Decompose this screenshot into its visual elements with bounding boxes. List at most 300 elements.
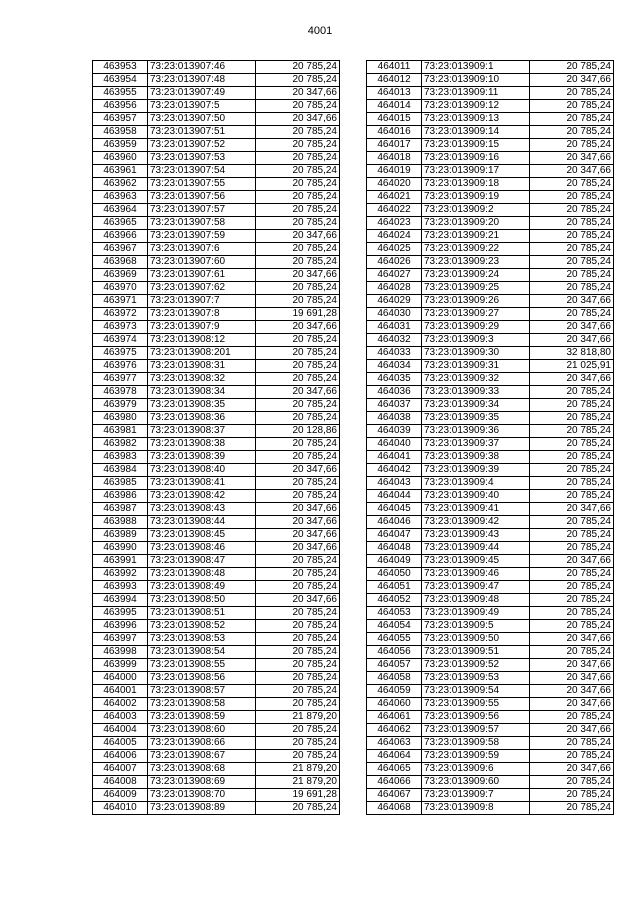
row-number-cell: 463955 — [93, 87, 148, 100]
row-number-cell: 464024 — [367, 230, 422, 243]
table-row — [93, 347, 340, 360]
table-row — [367, 503, 614, 516]
cadastral-number-cell: 73:23:013908:32 — [148, 373, 256, 386]
row-number-cell: 464010 — [93, 802, 148, 815]
cadastral-number-cell: 73:23:013909:49 — [422, 607, 530, 620]
value-cell: 20 785,24 — [530, 802, 614, 815]
value-cell: 20 785,24 — [256, 633, 340, 646]
table-row — [93, 555, 340, 568]
row-number-cell: 463957 — [93, 113, 148, 126]
cadastral-number-cell: 73:23:013908:41 — [148, 477, 256, 490]
row-number-cell: 463954 — [93, 74, 148, 87]
value-cell: 21 879,20 — [256, 763, 340, 776]
cadastral-number-cell: 73:23:013908:43 — [148, 503, 256, 516]
cadastral-number-cell: 73:23:013908:57 — [148, 685, 256, 698]
value-cell: 20 785,24 — [256, 490, 340, 503]
table-row — [367, 386, 614, 399]
ledger-table-right — [366, 60, 614, 815]
row-number-cell: 463998 — [93, 646, 148, 659]
cadastral-number-cell: 73:23:013908:44 — [148, 516, 256, 529]
value-cell: 20 785,24 — [530, 204, 614, 217]
table-row — [93, 698, 340, 711]
table-row — [93, 204, 340, 217]
table-row — [367, 87, 614, 100]
value-cell: 20 785,24 — [256, 724, 340, 737]
row-number-cell: 463977 — [93, 373, 148, 386]
value-cell: 21 025,91 — [530, 360, 614, 373]
table-row — [367, 321, 614, 334]
cadastral-number-cell: 73:23:013909:40 — [422, 490, 530, 503]
row-number-cell: 464002 — [93, 698, 148, 711]
table-row — [367, 256, 614, 269]
value-cell: 20 785,24 — [530, 126, 614, 139]
row-number-cell: 464036 — [367, 386, 422, 399]
cadastral-number-cell: 73:23:013909:38 — [422, 451, 530, 464]
table-row — [93, 529, 340, 542]
cadastral-number-cell: 73:23:013908:58 — [148, 698, 256, 711]
value-cell: 20 785,24 — [256, 282, 340, 295]
cadastral-number-cell: 73:23:013909:56 — [422, 711, 530, 724]
value-cell: 20 785,24 — [256, 100, 340, 113]
table-row — [93, 659, 340, 672]
value-cell: 20 785,24 — [530, 490, 614, 503]
row-number-cell: 464029 — [367, 295, 422, 308]
table-row — [367, 269, 614, 282]
cadastral-number-cell: 73:23:013909:52 — [422, 659, 530, 672]
row-number-cell: 463980 — [93, 412, 148, 425]
table-row — [93, 373, 340, 386]
value-cell: 20 785,24 — [530, 516, 614, 529]
table-row — [367, 633, 614, 646]
row-number-cell: 463997 — [93, 633, 148, 646]
value-cell: 20 785,24 — [256, 165, 340, 178]
cadastral-number-cell: 73:23:013909:11 — [422, 87, 530, 100]
table-row — [367, 230, 614, 243]
row-number-cell: 464017 — [367, 139, 422, 152]
cadastral-number-cell: 73:23:013908:38 — [148, 438, 256, 451]
table-row — [93, 256, 340, 269]
row-number-cell: 464007 — [93, 763, 148, 776]
row-number-cell: 464043 — [367, 477, 422, 490]
value-cell: 20 785,24 — [256, 399, 340, 412]
row-number-cell: 464031 — [367, 321, 422, 334]
value-cell: 20 785,24 — [256, 568, 340, 581]
table-row — [367, 243, 614, 256]
table-row — [93, 490, 340, 503]
value-cell: 20 785,24 — [256, 152, 340, 165]
value-cell: 20 785,24 — [256, 347, 340, 360]
row-number-cell: 463974 — [93, 334, 148, 347]
value-cell: 20 785,24 — [530, 607, 614, 620]
cadastral-number-cell: 73:23:013909:34 — [422, 399, 530, 412]
cadastral-number-cell: 73:23:013909:5 — [422, 620, 530, 633]
table-row — [367, 334, 614, 347]
cadastral-number-cell: 73:23:013908:70 — [148, 789, 256, 802]
table-row — [93, 74, 340, 87]
table-row — [367, 295, 614, 308]
value-cell: 20 785,24 — [256, 61, 340, 74]
cadastral-number-cell: 73:23:013907:60 — [148, 256, 256, 269]
table-row — [367, 74, 614, 87]
row-number-cell: 463990 — [93, 542, 148, 555]
value-cell: 20 347,66 — [530, 295, 614, 308]
table-row — [93, 269, 340, 282]
cadastral-number-cell: 73:23:013909:31 — [422, 360, 530, 373]
cadastral-number-cell: 73:23:013909:6 — [422, 763, 530, 776]
row-number-cell: 464046 — [367, 516, 422, 529]
cadastral-number-cell: 73:23:013909:4 — [422, 477, 530, 490]
table-row — [367, 672, 614, 685]
cadastral-number-cell: 73:23:013909:41 — [422, 503, 530, 516]
value-cell: 20 347,66 — [256, 529, 340, 542]
cadastral-number-cell: 73:23:013908:53 — [148, 633, 256, 646]
cadastral-number-cell: 73:23:013909:14 — [422, 126, 530, 139]
cadastral-number-cell: 73:23:013909:44 — [422, 542, 530, 555]
value-cell: 20 347,66 — [530, 152, 614, 165]
table-row — [367, 308, 614, 321]
row-number-cell: 464015 — [367, 113, 422, 126]
cadastral-number-cell: 73:23:013909:35 — [422, 412, 530, 425]
value-cell: 20 347,66 — [530, 321, 614, 334]
row-number-cell: 464034 — [367, 360, 422, 373]
row-number-cell: 463978 — [93, 386, 148, 399]
value-cell: 20 785,24 — [256, 412, 340, 425]
cadastral-number-cell: 73:23:013908:48 — [148, 568, 256, 581]
row-number-cell: 463967 — [93, 243, 148, 256]
table-row — [93, 672, 340, 685]
cadastral-number-cell: 73:23:013909:42 — [422, 516, 530, 529]
table-row — [367, 516, 614, 529]
row-number-cell: 464057 — [367, 659, 422, 672]
row-number-cell: 464012 — [367, 74, 422, 87]
cadastral-number-cell: 73:23:013908:55 — [148, 659, 256, 672]
table-row — [93, 594, 340, 607]
cadastral-number-cell: 73:23:013909:21 — [422, 230, 530, 243]
row-number-cell: 463996 — [93, 620, 148, 633]
table-row — [367, 178, 614, 191]
value-cell: 21 879,20 — [256, 776, 340, 789]
table-row — [93, 646, 340, 659]
value-cell: 20 785,24 — [256, 750, 340, 763]
value-cell: 20 347,66 — [530, 698, 614, 711]
table-row — [367, 126, 614, 139]
row-number-cell: 464049 — [367, 555, 422, 568]
value-cell: 20 785,24 — [530, 269, 614, 282]
value-cell: 20 347,66 — [530, 685, 614, 698]
cadastral-number-cell: 73:23:013909:46 — [422, 568, 530, 581]
cadastral-number-cell: 73:23:013907:55 — [148, 178, 256, 191]
value-cell: 20 347,66 — [530, 373, 614, 386]
row-number-cell: 464052 — [367, 594, 422, 607]
row-number-cell: 463983 — [93, 451, 148, 464]
cadastral-number-cell: 73:23:013909:50 — [422, 633, 530, 646]
value-cell: 20 785,24 — [256, 204, 340, 217]
cadastral-number-cell: 73:23:013908:45 — [148, 529, 256, 542]
row-number-cell: 463968 — [93, 256, 148, 269]
table-row — [93, 776, 340, 789]
value-cell: 20 347,66 — [256, 87, 340, 100]
row-number-cell: 463999 — [93, 659, 148, 672]
table-row — [93, 334, 340, 347]
table-row — [367, 139, 614, 152]
table-row — [367, 763, 614, 776]
table-row — [93, 100, 340, 113]
cadastral-number-cell: 73:23:013909:60 — [422, 776, 530, 789]
value-cell: 20 785,24 — [530, 711, 614, 724]
table-row — [93, 503, 340, 516]
cadastral-number-cell: 73:23:013909:10 — [422, 74, 530, 87]
value-cell: 20 785,24 — [530, 100, 614, 113]
cadastral-number-cell: 73:23:013908:56 — [148, 672, 256, 685]
value-cell: 20 785,24 — [530, 581, 614, 594]
row-number-cell: 464053 — [367, 607, 422, 620]
cadastral-number-cell: 73:23:013908:42 — [148, 490, 256, 503]
value-cell: 20 785,24 — [256, 243, 340, 256]
value-cell: 20 785,24 — [530, 620, 614, 633]
row-number-cell: 464022 — [367, 204, 422, 217]
value-cell: 20 347,66 — [530, 555, 614, 568]
cadastral-number-cell: 73:23:013907:53 — [148, 152, 256, 165]
value-cell: 20 347,66 — [530, 659, 614, 672]
row-number-cell: 463982 — [93, 438, 148, 451]
value-cell: 20 785,24 — [530, 87, 614, 100]
row-number-cell: 464033 — [367, 347, 422, 360]
row-number-cell: 464016 — [367, 126, 422, 139]
value-cell: 20 785,24 — [530, 217, 614, 230]
table-row — [93, 685, 340, 698]
table-row — [93, 61, 340, 74]
row-number-cell: 464006 — [93, 750, 148, 763]
value-cell: 20 785,24 — [530, 412, 614, 425]
row-number-cell: 463963 — [93, 191, 148, 204]
table-row — [93, 737, 340, 750]
table-row — [93, 568, 340, 581]
table-row — [367, 373, 614, 386]
cadastral-number-cell: 73:23:013909:32 — [422, 373, 530, 386]
value-cell: 20 785,24 — [530, 529, 614, 542]
table-row — [93, 230, 340, 243]
value-cell: 20 785,24 — [530, 139, 614, 152]
row-number-cell: 464059 — [367, 685, 422, 698]
cadastral-number-cell: 73:23:013909:57 — [422, 724, 530, 737]
cadastral-number-cell: 73:23:013909:16 — [422, 152, 530, 165]
row-number-cell: 464035 — [367, 373, 422, 386]
value-cell: 20 785,24 — [530, 464, 614, 477]
value-cell: 20 347,66 — [530, 672, 614, 685]
row-number-cell: 464038 — [367, 412, 422, 425]
table-row — [93, 451, 340, 464]
row-number-cell: 464019 — [367, 165, 422, 178]
value-cell: 20 785,24 — [530, 243, 614, 256]
row-number-cell: 464068 — [367, 802, 422, 815]
row-number-cell: 463966 — [93, 230, 148, 243]
row-number-cell: 464013 — [367, 87, 422, 100]
table-row — [367, 750, 614, 763]
table-row — [93, 464, 340, 477]
value-cell: 20 347,66 — [256, 269, 340, 282]
cadastral-number-cell: 73:23:013909:25 — [422, 282, 530, 295]
row-number-cell: 464004 — [93, 724, 148, 737]
row-number-cell: 464018 — [367, 152, 422, 165]
table-row — [367, 438, 614, 451]
table-row — [93, 113, 340, 126]
cadastral-number-cell: 73:23:013908:67 — [148, 750, 256, 763]
value-cell: 21 879,20 — [256, 711, 340, 724]
cadastral-number-cell: 73:23:013909:12 — [422, 100, 530, 113]
table-row — [93, 633, 340, 646]
row-number-cell: 464005 — [93, 737, 148, 750]
value-cell: 20 785,24 — [256, 438, 340, 451]
row-number-cell: 464030 — [367, 308, 422, 321]
value-cell: 20 347,66 — [256, 230, 340, 243]
row-number-cell: 464023 — [367, 217, 422, 230]
table-row — [367, 685, 614, 698]
table-row — [367, 724, 614, 737]
table-row — [367, 451, 614, 464]
cadastral-number-cell: 73:23:013907:57 — [148, 204, 256, 217]
table-row — [93, 438, 340, 451]
value-cell: 20 785,24 — [530, 737, 614, 750]
cadastral-number-cell: 73:23:013909:53 — [422, 672, 530, 685]
row-number-cell: 464032 — [367, 334, 422, 347]
cadastral-number-cell: 73:23:013907:59 — [148, 230, 256, 243]
cadastral-number-cell: 73:23:013909:55 — [422, 698, 530, 711]
value-cell: 20 785,24 — [530, 230, 614, 243]
cadastral-number-cell: 73:23:013909:20 — [422, 217, 530, 230]
cadastral-number-cell: 73:23:013909:43 — [422, 529, 530, 542]
cadastral-number-cell: 73:23:013908:36 — [148, 412, 256, 425]
cadastral-number-cell: 73:23:013908:39 — [148, 451, 256, 464]
cadastral-number-cell: 73:23:013909:15 — [422, 139, 530, 152]
table-row — [93, 139, 340, 152]
value-cell: 20 347,66 — [530, 763, 614, 776]
row-number-cell: 464026 — [367, 256, 422, 269]
cadastral-number-cell: 73:23:013909:33 — [422, 386, 530, 399]
table-row — [93, 425, 340, 438]
row-number-cell: 463973 — [93, 321, 148, 334]
cadastral-number-cell: 73:23:013908:46 — [148, 542, 256, 555]
value-cell: 20 785,24 — [530, 399, 614, 412]
table-row — [367, 61, 614, 74]
row-number-cell: 463988 — [93, 516, 148, 529]
cadastral-number-cell: 73:23:013907:54 — [148, 165, 256, 178]
table-row — [367, 191, 614, 204]
row-number-cell: 464061 — [367, 711, 422, 724]
value-cell: 20 785,24 — [256, 139, 340, 152]
value-cell: 20 785,24 — [530, 256, 614, 269]
table-row — [367, 529, 614, 542]
table-row — [367, 542, 614, 555]
table-row — [93, 308, 340, 321]
value-cell: 20 785,24 — [530, 282, 614, 295]
table-row — [93, 607, 340, 620]
value-cell: 20 785,24 — [256, 256, 340, 269]
table-row — [367, 737, 614, 750]
value-cell: 20 785,24 — [256, 802, 340, 815]
value-cell: 20 785,24 — [256, 555, 340, 568]
cadastral-number-cell: 73:23:013907:56 — [148, 191, 256, 204]
value-cell: 19 691,28 — [256, 308, 340, 321]
value-cell: 20 128,86 — [256, 425, 340, 438]
row-number-cell: 464008 — [93, 776, 148, 789]
row-number-cell: 464000 — [93, 672, 148, 685]
table-row — [367, 165, 614, 178]
table-row — [93, 516, 340, 529]
table-row — [93, 217, 340, 230]
cadastral-number-cell: 73:23:013909:3 — [422, 334, 530, 347]
row-number-cell: 464054 — [367, 620, 422, 633]
table-row — [367, 113, 614, 126]
row-number-cell: 464040 — [367, 438, 422, 451]
cadastral-number-cell: 73:23:013908:52 — [148, 620, 256, 633]
row-number-cell: 463984 — [93, 464, 148, 477]
table-row — [367, 555, 614, 568]
value-cell: 20 785,24 — [256, 451, 340, 464]
value-cell: 20 785,24 — [256, 373, 340, 386]
row-number-cell: 463972 — [93, 308, 148, 321]
cadastral-number-cell: 73:23:013909:37 — [422, 438, 530, 451]
table-row — [93, 581, 340, 594]
cadastral-number-cell: 73:23:013909:24 — [422, 269, 530, 282]
row-number-cell: 464044 — [367, 490, 422, 503]
cadastral-number-cell: 73:23:013909:19 — [422, 191, 530, 204]
cadastral-number-cell: 73:23:013907:50 — [148, 113, 256, 126]
row-number-cell: 463964 — [93, 204, 148, 217]
cadastral-number-cell: 73:23:013908:31 — [148, 360, 256, 373]
row-number-cell: 464014 — [367, 100, 422, 113]
table-row — [93, 763, 340, 776]
table-row — [93, 126, 340, 139]
row-number-cell: 463986 — [93, 490, 148, 503]
row-number-cell: 464001 — [93, 685, 148, 698]
cadastral-number-cell: 73:23:013908:60 — [148, 724, 256, 737]
cadastral-number-cell: 73:23:013908:34 — [148, 386, 256, 399]
row-number-cell: 463987 — [93, 503, 148, 516]
cadastral-number-cell: 73:23:013907:51 — [148, 126, 256, 139]
cadastral-number-cell: 73:23:013909:1 — [422, 61, 530, 74]
cadastral-number-cell: 73:23:013909:51 — [422, 646, 530, 659]
table-row — [367, 347, 614, 360]
value-cell: 20 785,24 — [256, 672, 340, 685]
page-number: 4001 — [307, 25, 333, 37]
cadastral-number-cell: 73:23:013907:46 — [148, 61, 256, 74]
row-number-cell: 463979 — [93, 399, 148, 412]
row-number-cell: 463971 — [93, 295, 148, 308]
cadastral-number-cell: 73:23:013908:12 — [148, 334, 256, 347]
row-number-cell: 464060 — [367, 698, 422, 711]
row-number-cell: 464058 — [367, 672, 422, 685]
cadastral-number-cell: 73:23:013909:30 — [422, 347, 530, 360]
cadastral-number-cell: 73:23:013907:6 — [148, 243, 256, 256]
value-cell: 20 785,24 — [530, 594, 614, 607]
cadastral-number-cell: 73:23:013909:47 — [422, 581, 530, 594]
value-cell: 20 785,24 — [256, 607, 340, 620]
cadastral-number-cell: 73:23:013909:26 — [422, 295, 530, 308]
value-cell: 20 785,24 — [256, 737, 340, 750]
value-cell: 20 785,24 — [530, 568, 614, 581]
cadastral-number-cell: 73:23:013909:45 — [422, 555, 530, 568]
value-cell: 20 785,24 — [256, 685, 340, 698]
value-cell: 20 347,66 — [256, 542, 340, 555]
cadastral-number-cell: 73:23:013907:8 — [148, 308, 256, 321]
row-number-cell: 464037 — [367, 399, 422, 412]
table-row — [367, 360, 614, 373]
value-cell: 20 785,24 — [530, 438, 614, 451]
cadastral-number-cell: 73:23:013908:47 — [148, 555, 256, 568]
cadastral-number-cell: 73:23:013909:58 — [422, 737, 530, 750]
value-cell: 20 347,66 — [530, 724, 614, 737]
value-cell: 20 785,24 — [530, 425, 614, 438]
